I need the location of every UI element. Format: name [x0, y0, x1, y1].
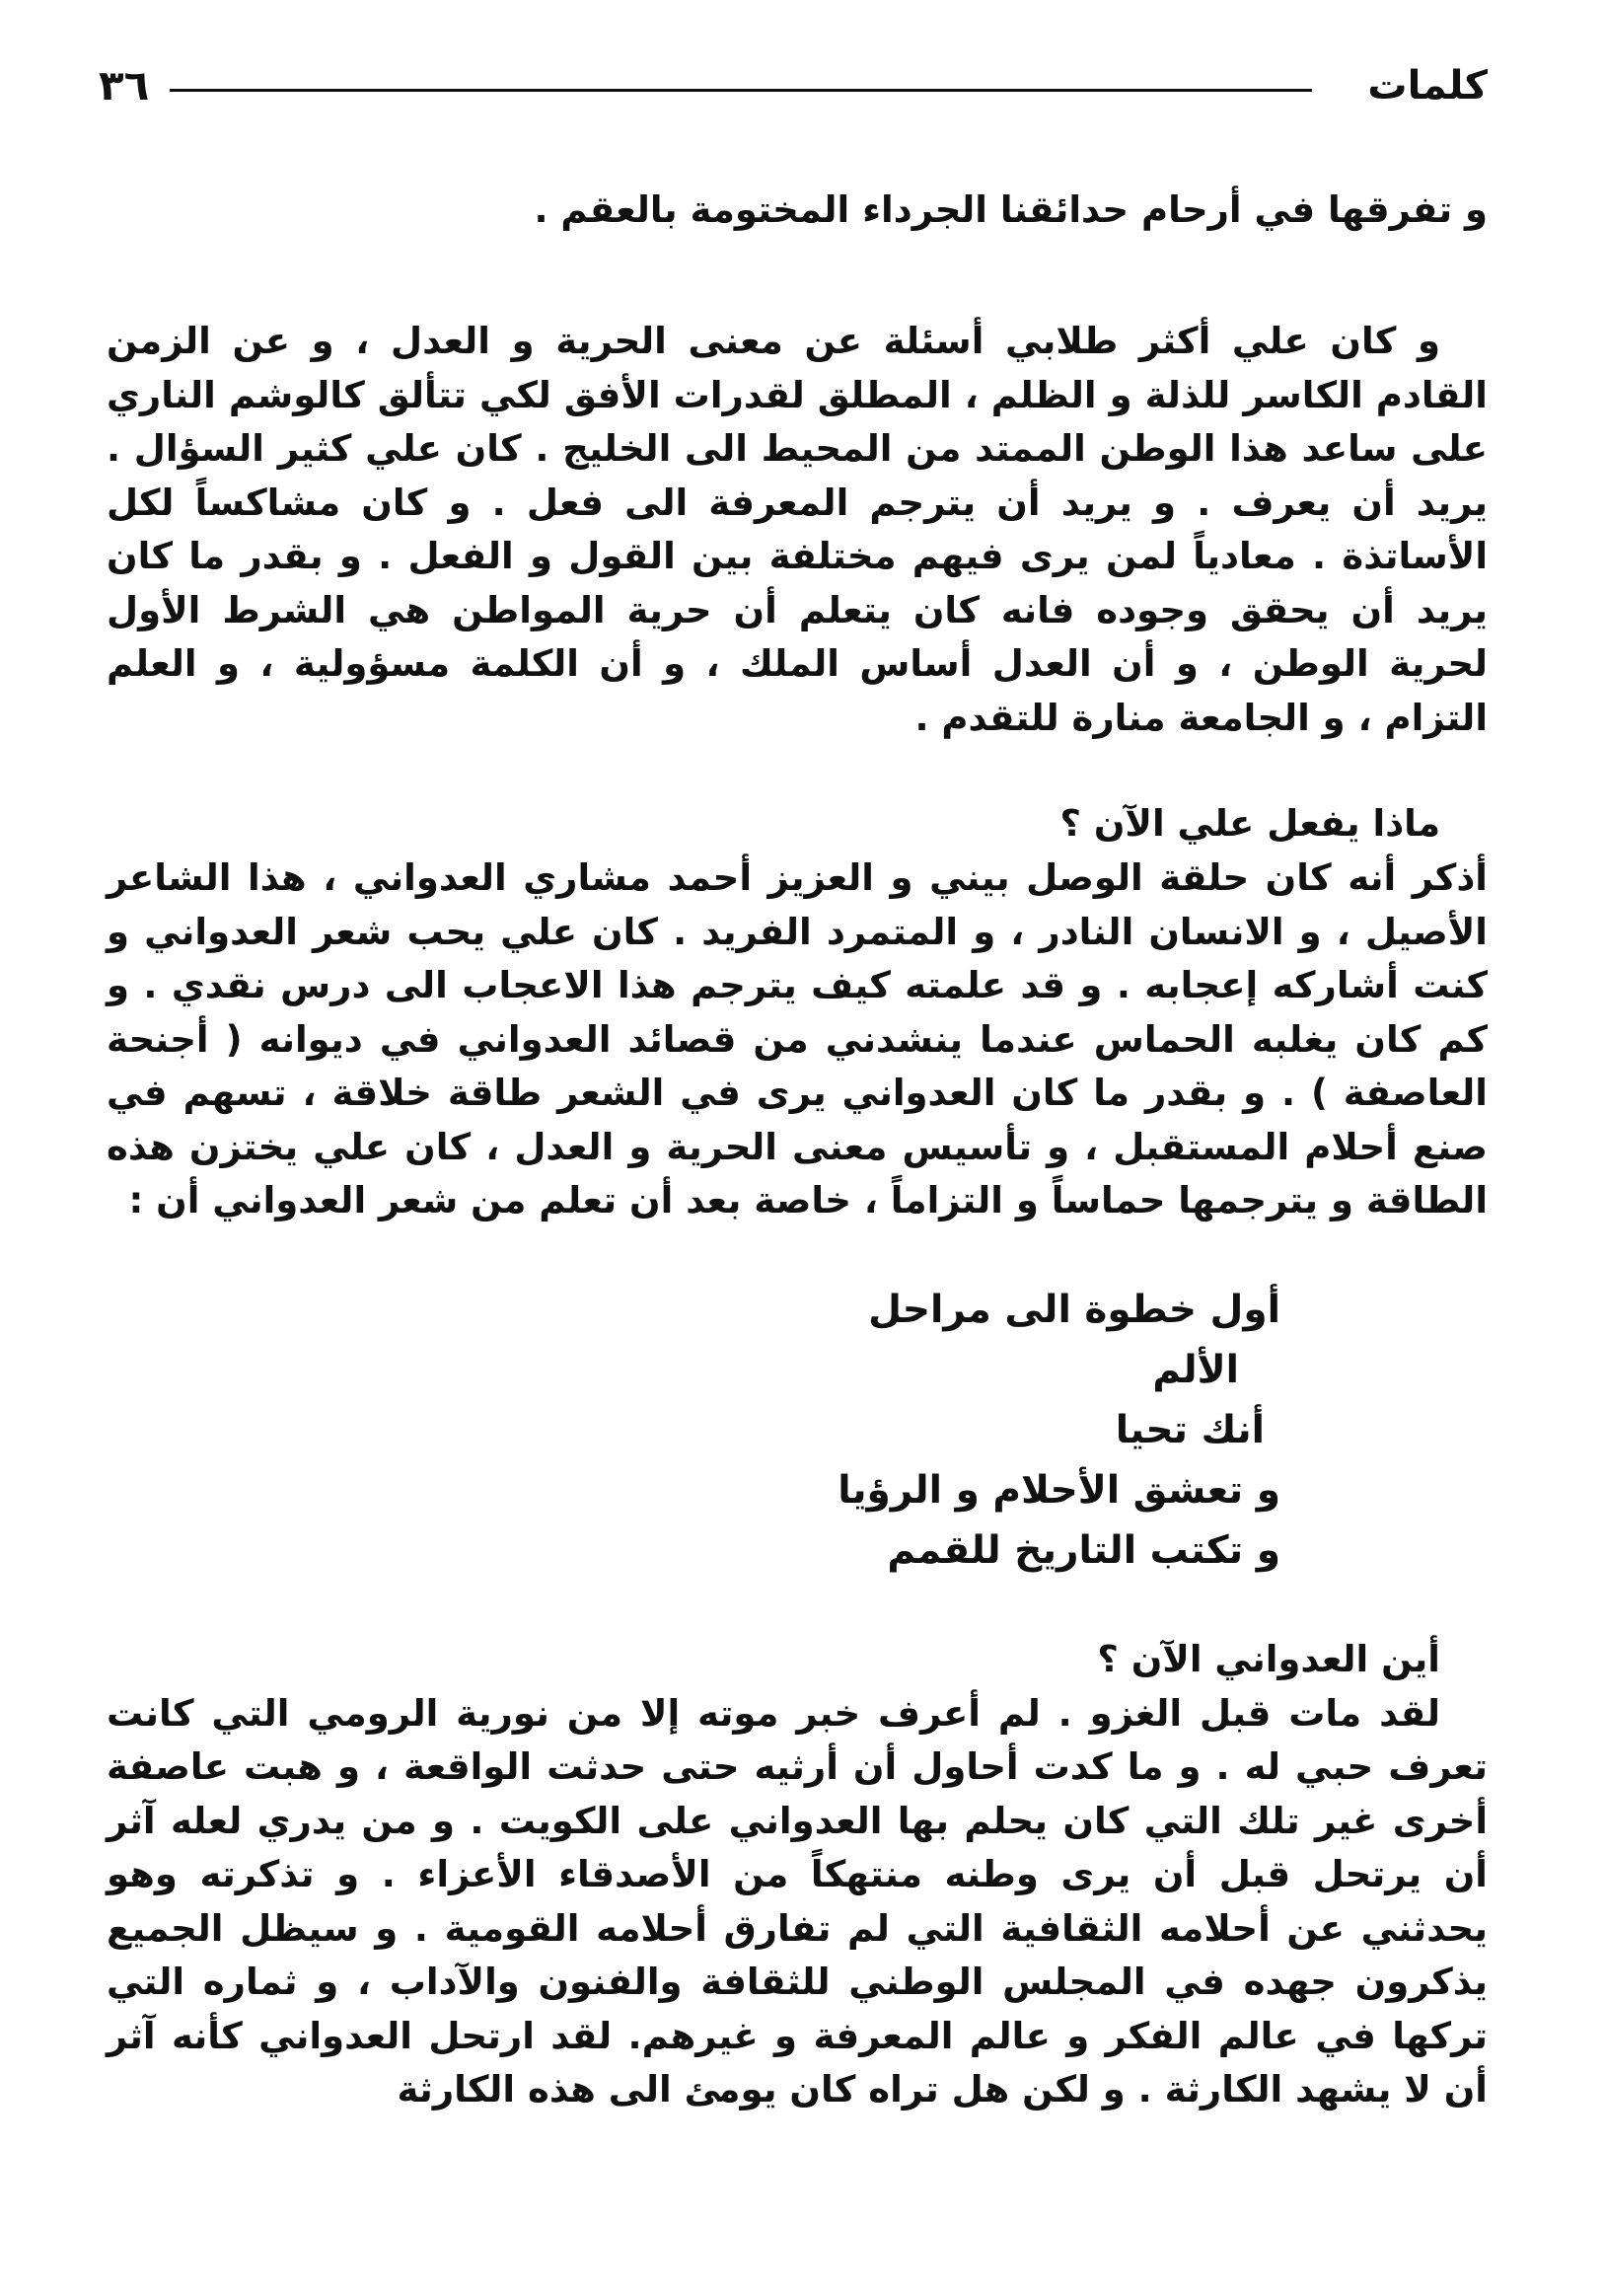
paragraph-3: لقد مات قبل الغزو . لم أعرف خبر موته إلا من نورية الرومي التي كانت تعرف حبي له . و ما كدت أحاول أن أرثيه حتى حدثت الواقعة ، و هبت عاصفة أخرى غير تلك التي كان يحلم بها العدواني على الكويت . و من يدري لعله آثر أن يرتحل قبل أن يرى وطنه منتهكاً من الأصدقاء الأعزاء . و تذكرته وهو يحدثني عن أحلامه الثقافية التي لم تفارق أحلامه القومية . و سيظل الجميع يذكرون جهده في المجلس الوطني للثقافة والفنون والآداب ، و ثماره التي تركها في عالم الفكر و عالم المعرفة و غيرهم. لقد ارتحل العدواني كأنه آثر أن لا يشهد الكارثة . و لكن هل تراه كان يومئ الى هذه الكارثة [107, 1691, 1488, 2111]
header-rule [170, 89, 1312, 92]
opening-line: و تفرقها في أرحام حدائقنا الجرداء المختومة بالعقم . [534, 188, 1488, 231]
poem-line: الألم [1152, 1347, 1239, 1392]
spacer [107, 238, 1488, 315]
poem-line: و تكتب التاريخ للقمم [887, 1527, 1280, 1573]
poem-line: و تعشق الأحلام و الرؤيا [838, 1467, 1280, 1513]
poem-line: أول خطوة الى مراحل [868, 1287, 1280, 1332]
spacer [107, 745, 1488, 796]
poem-line: أنك تحيا [1115, 1407, 1265, 1452]
spacer [107, 1581, 1488, 1632]
page-header [99, 51, 1488, 120]
poem-block [107, 1280, 1488, 1581]
page-number: ٣٦ [99, 61, 150, 110]
paragraph-1: و كان علي أكثر طلابي أسئلة عن معنى الحرية و العدل ، و عن الزمن القادم الكاسر للذلة و الظلم ، المطلق لقدرات الأفق لكي تتألق كالوشم الناري على ساعد هذا الوطن الممتد من المحيط الى الخليج . كان علي كثير السؤال . يريد أن يعرف . و يريد أن يترجم المعرفة الى فعل . و كان مشاكساً لكل الأساتذة . معادياً لمن يرى فيهم مختلفة بين القول و الفعل . و بقدر ما كان يريد أن يحقق وجوده فانه كان يتعلم أن حرية المواطن هي الشرط الأول لحرية الوطن ، و أن العدل أساس الملك ، و أن الكلمة مسؤولية ، و العلم التزام ، و الجامعة منارة للتقدم . [107, 320, 1488, 739]
running-title: كلمات [1367, 63, 1488, 109]
paragraph-2: أذكر أنه كان حلقة الوصل بيني و العزيز أحمد مشاري العدواني ، هذا الشاعر الأصيل ، و الانسان النادر ، و المتمرد الفريد . كان علي يحب شعر العدواني و كنت أشاركه إعجابه . و قد علمته كيف يترجم هذا الاعجاب الى درس نقدي . و كم كان يغلبه الحماس عندما ينشدني من قصائد العدواني في ديوانه ( أجنحة العاصفة ) . و بقدر ما كان العدواني يرى في الشعر طاقة خلاقة ، تسهم في صنع أحلام المستقبل ، و تأسيس معنى الحرية و العدل ، كان علي يختزن هذه الطاقة و يترجمها حماساً و التزاماً ، خاصة بعد أن تعلم من شعر العدواني أن : [107, 856, 1488, 1222]
section-heading-2: أين العدواني الآن ؟ [1097, 1637, 1440, 1680]
section-heading-1: ماذا يفعل علي الآن ؟ [1059, 802, 1440, 845]
spacer [107, 1228, 1488, 1280]
body-text [107, 183, 1488, 2117]
